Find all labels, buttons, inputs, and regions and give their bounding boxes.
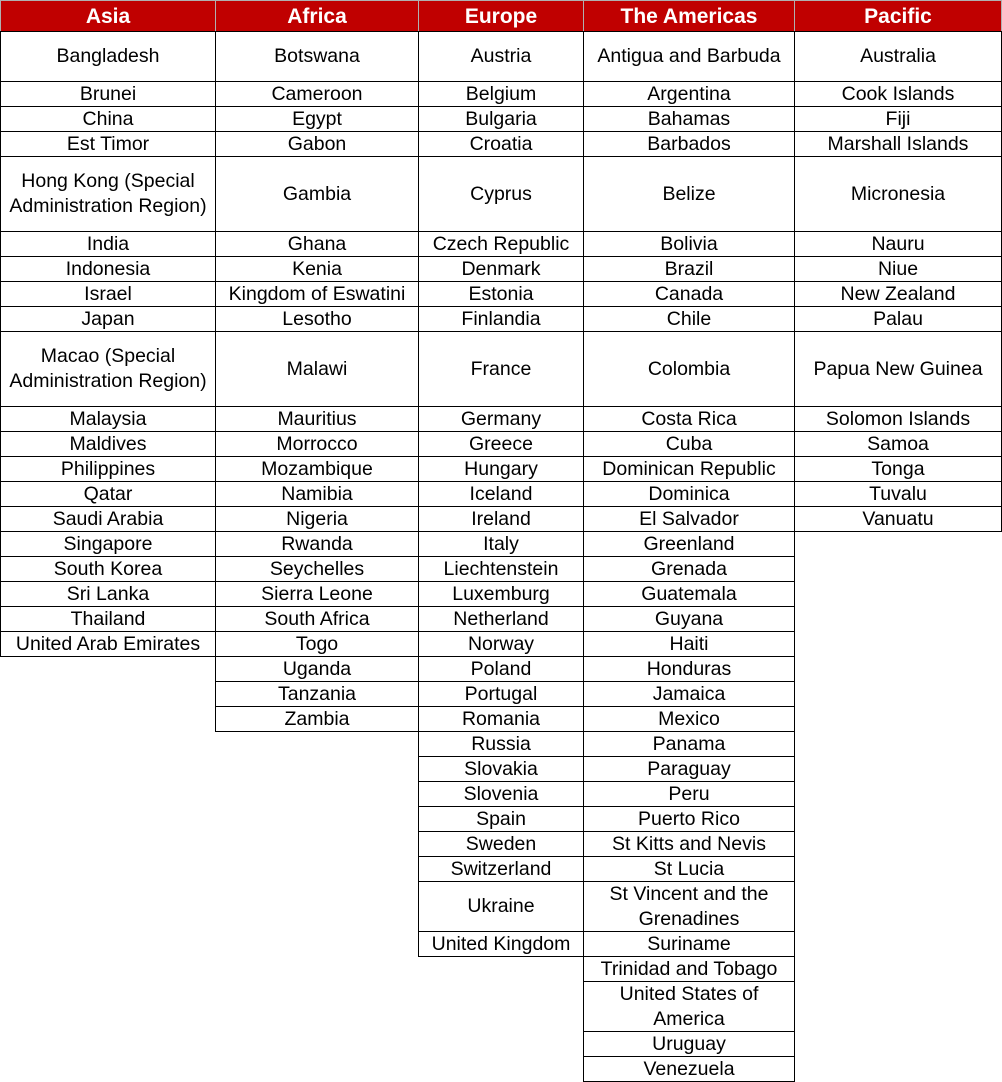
cell-europe-finlandia: Finlandia — [418, 306, 584, 332]
cell-europe-belgium: Belgium — [418, 81, 584, 107]
cell-the-americas-panama: Panama — [583, 731, 795, 757]
cell-pacific-palau: Palau — [794, 306, 1002, 332]
cell-europe-russia: Russia — [418, 731, 584, 757]
cell-africa-kingdom-of-eswatini: Kingdom of Eswatini — [215, 281, 419, 307]
cell-asia-thailand: Thailand — [0, 606, 216, 632]
cell-europe-slovenia: Slovenia — [418, 781, 584, 807]
cell-asia-macao-special-administration-region: Macao (Special Administration Region) — [0, 331, 216, 407]
cell-pacific-samoa: Samoa — [794, 431, 1002, 457]
cell-africa-lesotho: Lesotho — [215, 306, 419, 332]
cell-the-americas-brazil: Brazil — [583, 256, 795, 282]
cell-the-americas-belize: Belize — [583, 156, 795, 232]
cell-africa-gabon: Gabon — [215, 131, 419, 157]
cell-asia-south-korea: South Korea — [0, 556, 216, 582]
cell-africa-nigeria: Nigeria — [215, 506, 419, 532]
cell-africa-seychelles: Seychelles — [215, 556, 419, 582]
cell-europe-germany: Germany — [418, 406, 584, 432]
cell-the-americas-bahamas: Bahamas — [583, 106, 795, 132]
cell-the-americas-united-states-of-america: United States of America — [583, 981, 795, 1032]
cell-asia-qatar: Qatar — [0, 481, 216, 507]
cell-the-americas-cuba: Cuba — [583, 431, 795, 457]
cell-europe-spain: Spain — [418, 806, 584, 832]
cell-africa-cameroon: Cameroon — [215, 81, 419, 107]
cell-africa-kenia: Kenia — [215, 256, 419, 282]
cell-pacific-micronesia: Micronesia — [794, 156, 1002, 232]
cell-europe-poland: Poland — [418, 656, 584, 682]
cell-asia-saudi-arabia: Saudi Arabia — [0, 506, 216, 532]
cell-the-americas-guatemala: Guatemala — [583, 581, 795, 607]
cell-the-americas-paraguay: Paraguay — [583, 756, 795, 782]
cell-asia-israel: Israel — [0, 281, 216, 307]
cell-the-americas-haiti: Haiti — [583, 631, 795, 657]
cell-europe-united-kingdom: United Kingdom — [418, 931, 584, 957]
cell-europe-romania: Romania — [418, 706, 584, 732]
cell-pacific-new-zealand: New Zealand — [794, 281, 1002, 307]
cell-europe-italy: Italy — [418, 531, 584, 557]
cell-europe-croatia: Croatia — [418, 131, 584, 157]
cell-asia-philippines: Philippines — [0, 456, 216, 482]
cell-the-americas-argentina: Argentina — [583, 81, 795, 107]
cell-pacific-fiji: Fiji — [794, 106, 1002, 132]
cell-europe-ukraine: Ukraine — [418, 881, 584, 932]
cell-asia-bangladesh: Bangladesh — [0, 31, 216, 82]
cell-pacific-niue: Niue — [794, 256, 1002, 282]
cell-europe-iceland: Iceland — [418, 481, 584, 507]
cell-europe-norway: Norway — [418, 631, 584, 657]
cell-africa-mozambique: Mozambique — [215, 456, 419, 482]
cell-africa-ghana: Ghana — [215, 231, 419, 257]
cell-africa-namibia: Namibia — [215, 481, 419, 507]
cell-the-americas-canada: Canada — [583, 281, 795, 307]
cell-the-americas-venezuela: Venezuela — [583, 1056, 795, 1082]
header-asia: Asia — [0, 0, 216, 32]
cell-europe-bulgaria: Bulgaria — [418, 106, 584, 132]
cell-asia-est-timor: Est Timor — [0, 131, 216, 157]
cell-the-americas-suriname: Suriname — [583, 931, 795, 957]
cell-europe-greece: Greece — [418, 431, 584, 457]
cell-europe-denmark: Denmark — [418, 256, 584, 282]
cell-asia-india: India — [0, 231, 216, 257]
cell-europe-france: France — [418, 331, 584, 407]
cell-africa-rwanda: Rwanda — [215, 531, 419, 557]
cell-the-americas-barbados: Barbados — [583, 131, 795, 157]
cell-europe-portugal: Portugal — [418, 681, 584, 707]
cell-asia-malaysia: Malaysia — [0, 406, 216, 432]
cell-europe-cyprus: Cyprus — [418, 156, 584, 232]
cell-the-americas-grenada: Grenada — [583, 556, 795, 582]
cell-pacific-tuvalu: Tuvalu — [794, 481, 1002, 507]
cell-the-americas-st-vincent-and-the-grenadines: St Vincent and the Grenadines — [583, 881, 795, 932]
cell-asia-indonesia: Indonesia — [0, 256, 216, 282]
cell-europe-hungary: Hungary — [418, 456, 584, 482]
cell-europe-austria: Austria — [418, 31, 584, 82]
cell-africa-togo: Togo — [215, 631, 419, 657]
cell-pacific-papua-new-guinea: Papua New Guinea — [794, 331, 1002, 407]
cell-asia-sri-lanka: Sri Lanka — [0, 581, 216, 607]
cell-the-americas-el-salvador: El Salvador — [583, 506, 795, 532]
cell-asia-china: China — [0, 106, 216, 132]
cell-africa-sierra-leone: Sierra Leone — [215, 581, 419, 607]
cell-the-americas-colombia: Colombia — [583, 331, 795, 407]
cell-europe-estonia: Estonia — [418, 281, 584, 307]
header-pacific: Pacific — [794, 0, 1002, 32]
cell-africa-gambia: Gambia — [215, 156, 419, 232]
cell-africa-morrocco: Morrocco — [215, 431, 419, 457]
cell-pacific-australia: Australia — [794, 31, 1002, 82]
cell-the-americas-peru: Peru — [583, 781, 795, 807]
cell-europe-switzerland: Switzerland — [418, 856, 584, 882]
cell-africa-malawi: Malawi — [215, 331, 419, 407]
cell-pacific-solomon-islands: Solomon Islands — [794, 406, 1002, 432]
cell-pacific-vanuatu: Vanuatu — [794, 506, 1002, 532]
cell-the-americas-bolivia: Bolivia — [583, 231, 795, 257]
cell-asia-japan: Japan — [0, 306, 216, 332]
cell-the-americas-chile: Chile — [583, 306, 795, 332]
cell-the-americas-st-kitts-and-nevis: St Kitts and Nevis — [583, 831, 795, 857]
cell-the-americas-mexico: Mexico — [583, 706, 795, 732]
cell-europe-sweden: Sweden — [418, 831, 584, 857]
header-the-americas: The Americas — [583, 0, 795, 32]
cell-the-americas-antigua-and-barbuda: Antigua and Barbuda — [583, 31, 795, 82]
cell-africa-mauritius: Mauritius — [215, 406, 419, 432]
cell-europe-slovakia: Slovakia — [418, 756, 584, 782]
cell-asia-hong-kong-special-administration-region: Hong Kong (Special Administration Region) — [0, 156, 216, 232]
cell-europe-netherland: Netherland — [418, 606, 584, 632]
cell-africa-uganda: Uganda — [215, 656, 419, 682]
cell-the-americas-greenland: Greenland — [583, 531, 795, 557]
cell-europe-czech-republic: Czech Republic — [418, 231, 584, 257]
cell-pacific-cook-islands: Cook Islands — [794, 81, 1002, 107]
cell-pacific-tonga: Tonga — [794, 456, 1002, 482]
cell-the-americas-uruguay: Uruguay — [583, 1031, 795, 1057]
cell-the-americas-dominica: Dominica — [583, 481, 795, 507]
cell-europe-luxemburg: Luxemburg — [418, 581, 584, 607]
cell-europe-liechtenstein: Liechtenstein — [418, 556, 584, 582]
cell-pacific-marshall-islands: Marshall Islands — [794, 131, 1002, 157]
cell-the-americas-guyana: Guyana — [583, 606, 795, 632]
header-europe: Europe — [418, 0, 584, 32]
cell-asia-maldives: Maldives — [0, 431, 216, 457]
cell-pacific-nauru: Nauru — [794, 231, 1002, 257]
cell-the-americas-honduras: Honduras — [583, 656, 795, 682]
header-africa: Africa — [215, 0, 419, 32]
cell-africa-egypt: Egypt — [215, 106, 419, 132]
cell-asia-brunei: Brunei — [0, 81, 216, 107]
cell-asia-singapore: Singapore — [0, 531, 216, 557]
cell-africa-tanzania: Tanzania — [215, 681, 419, 707]
cell-the-americas-st-lucia: St Lucia — [583, 856, 795, 882]
cell-the-americas-dominican-republic: Dominican Republic — [583, 456, 795, 482]
cell-asia-united-arab-emirates: United Arab Emirates — [0, 631, 216, 657]
cell-europe-ireland: Ireland — [418, 506, 584, 532]
cell-africa-zambia: Zambia — [215, 706, 419, 732]
cell-the-americas-costa-rica: Costa Rica — [583, 406, 795, 432]
cell-africa-south-africa: South Africa — [215, 606, 419, 632]
cell-the-americas-puerto-rico: Puerto Rico — [583, 806, 795, 832]
cell-the-americas-trinidad-and-tobago: Trinidad and Tobago — [583, 956, 795, 982]
cell-africa-botswana: Botswana — [215, 31, 419, 82]
cell-the-americas-jamaica: Jamaica — [583, 681, 795, 707]
